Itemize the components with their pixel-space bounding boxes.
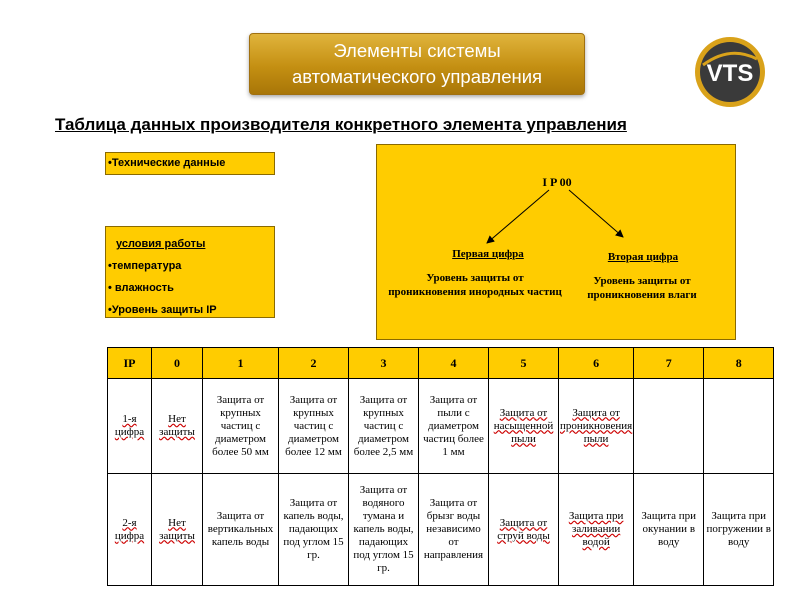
table-cell: Нет защиты: [152, 379, 203, 474]
table-row: [108, 379, 774, 474]
header-cell: 3: [349, 348, 419, 379]
arrow-first: [487, 190, 549, 243]
table-cell: Защита при заливании водой: [559, 474, 634, 586]
table-cell: Защита от крупных частиц с диаметром более 12 мм: [279, 379, 349, 474]
page-heading: Таблица данных производителя конкретного элемента управления: [55, 115, 627, 134]
header-cell: IP: [108, 348, 152, 379]
table-cell: Защита от струй воды: [489, 474, 559, 586]
table-cell: Защита от крупных частиц с диаметром более 2,5 мм: [349, 379, 419, 474]
table-cell: Защита при окунании в воду: [634, 474, 704, 586]
table-cell: Защита от капель воды, падающих под углом 15 гр.: [279, 474, 349, 586]
table-cell: Защита от водяного тумана и капель воды, падающих под углом 15 гр.: [349, 474, 419, 586]
table-cell: Защита при погружении в воду: [704, 474, 774, 586]
title-banner: [249, 33, 585, 95]
conditions-item: •температура: [108, 260, 182, 272]
table-cell: Защита от вертикальных капель воды: [203, 474, 279, 586]
table-cell: [704, 379, 774, 474]
vts-logo: [693, 35, 767, 109]
logo-text: VTS: [706, 60, 754, 87]
table-cell: Защита от насыщенной пыли: [489, 379, 559, 474]
row-label: 1-я цифра: [108, 379, 152, 474]
header-cell: 7: [634, 348, 704, 379]
header-cell: 4: [419, 348, 489, 379]
second-digit-desc: Уровень защиты от проникновения влаги: [587, 275, 697, 301]
first-digit-desc: Уровень защиты от проникновения инородных частиц: [388, 272, 562, 298]
title-line-1: Элементы системы: [333, 40, 501, 61]
header-cell: 5: [489, 348, 559, 379]
conditions-title: условия работы: [116, 238, 206, 250]
table-cell: Защита от проникновения пыли: [559, 379, 634, 474]
header-cell: 6: [559, 348, 634, 379]
table-cell: Защита от крупных частиц с диаметром более 50 мм: [203, 379, 279, 474]
ip-code-box: [376, 144, 736, 340]
tech-data-label: •Технические данные: [108, 157, 226, 169]
table-row: [108, 474, 774, 586]
row-label: 2-я цифра: [108, 474, 152, 586]
header-cell: 8: [704, 348, 774, 379]
title-line-2: автоматического управления: [291, 66, 543, 87]
header-cell: 2: [279, 348, 349, 379]
arrow-second: [569, 190, 623, 237]
ip-table: [107, 347, 774, 586]
table-cell: Защита от пыли с диаметром частиц более 1 мм: [419, 379, 489, 474]
conditions-box: [105, 226, 275, 318]
table-header-row: [108, 348, 774, 379]
header-cell: 0: [152, 348, 203, 379]
table-cell: Нет защиты: [152, 474, 203, 586]
ip-code: I P 00: [542, 175, 572, 189]
table-cell: Защита от брызг воды независимо от направления: [419, 474, 489, 586]
header-cell: 1: [203, 348, 279, 379]
tech-data-box: [105, 152, 275, 175]
first-digit-label: Первая цифра: [452, 248, 524, 260]
conditions-item: • влажность: [108, 282, 174, 294]
table-cell: [634, 379, 704, 474]
second-digit-label: Вторая цифра: [607, 251, 679, 263]
conditions-item: •Уровень защиты IP: [108, 304, 217, 316]
